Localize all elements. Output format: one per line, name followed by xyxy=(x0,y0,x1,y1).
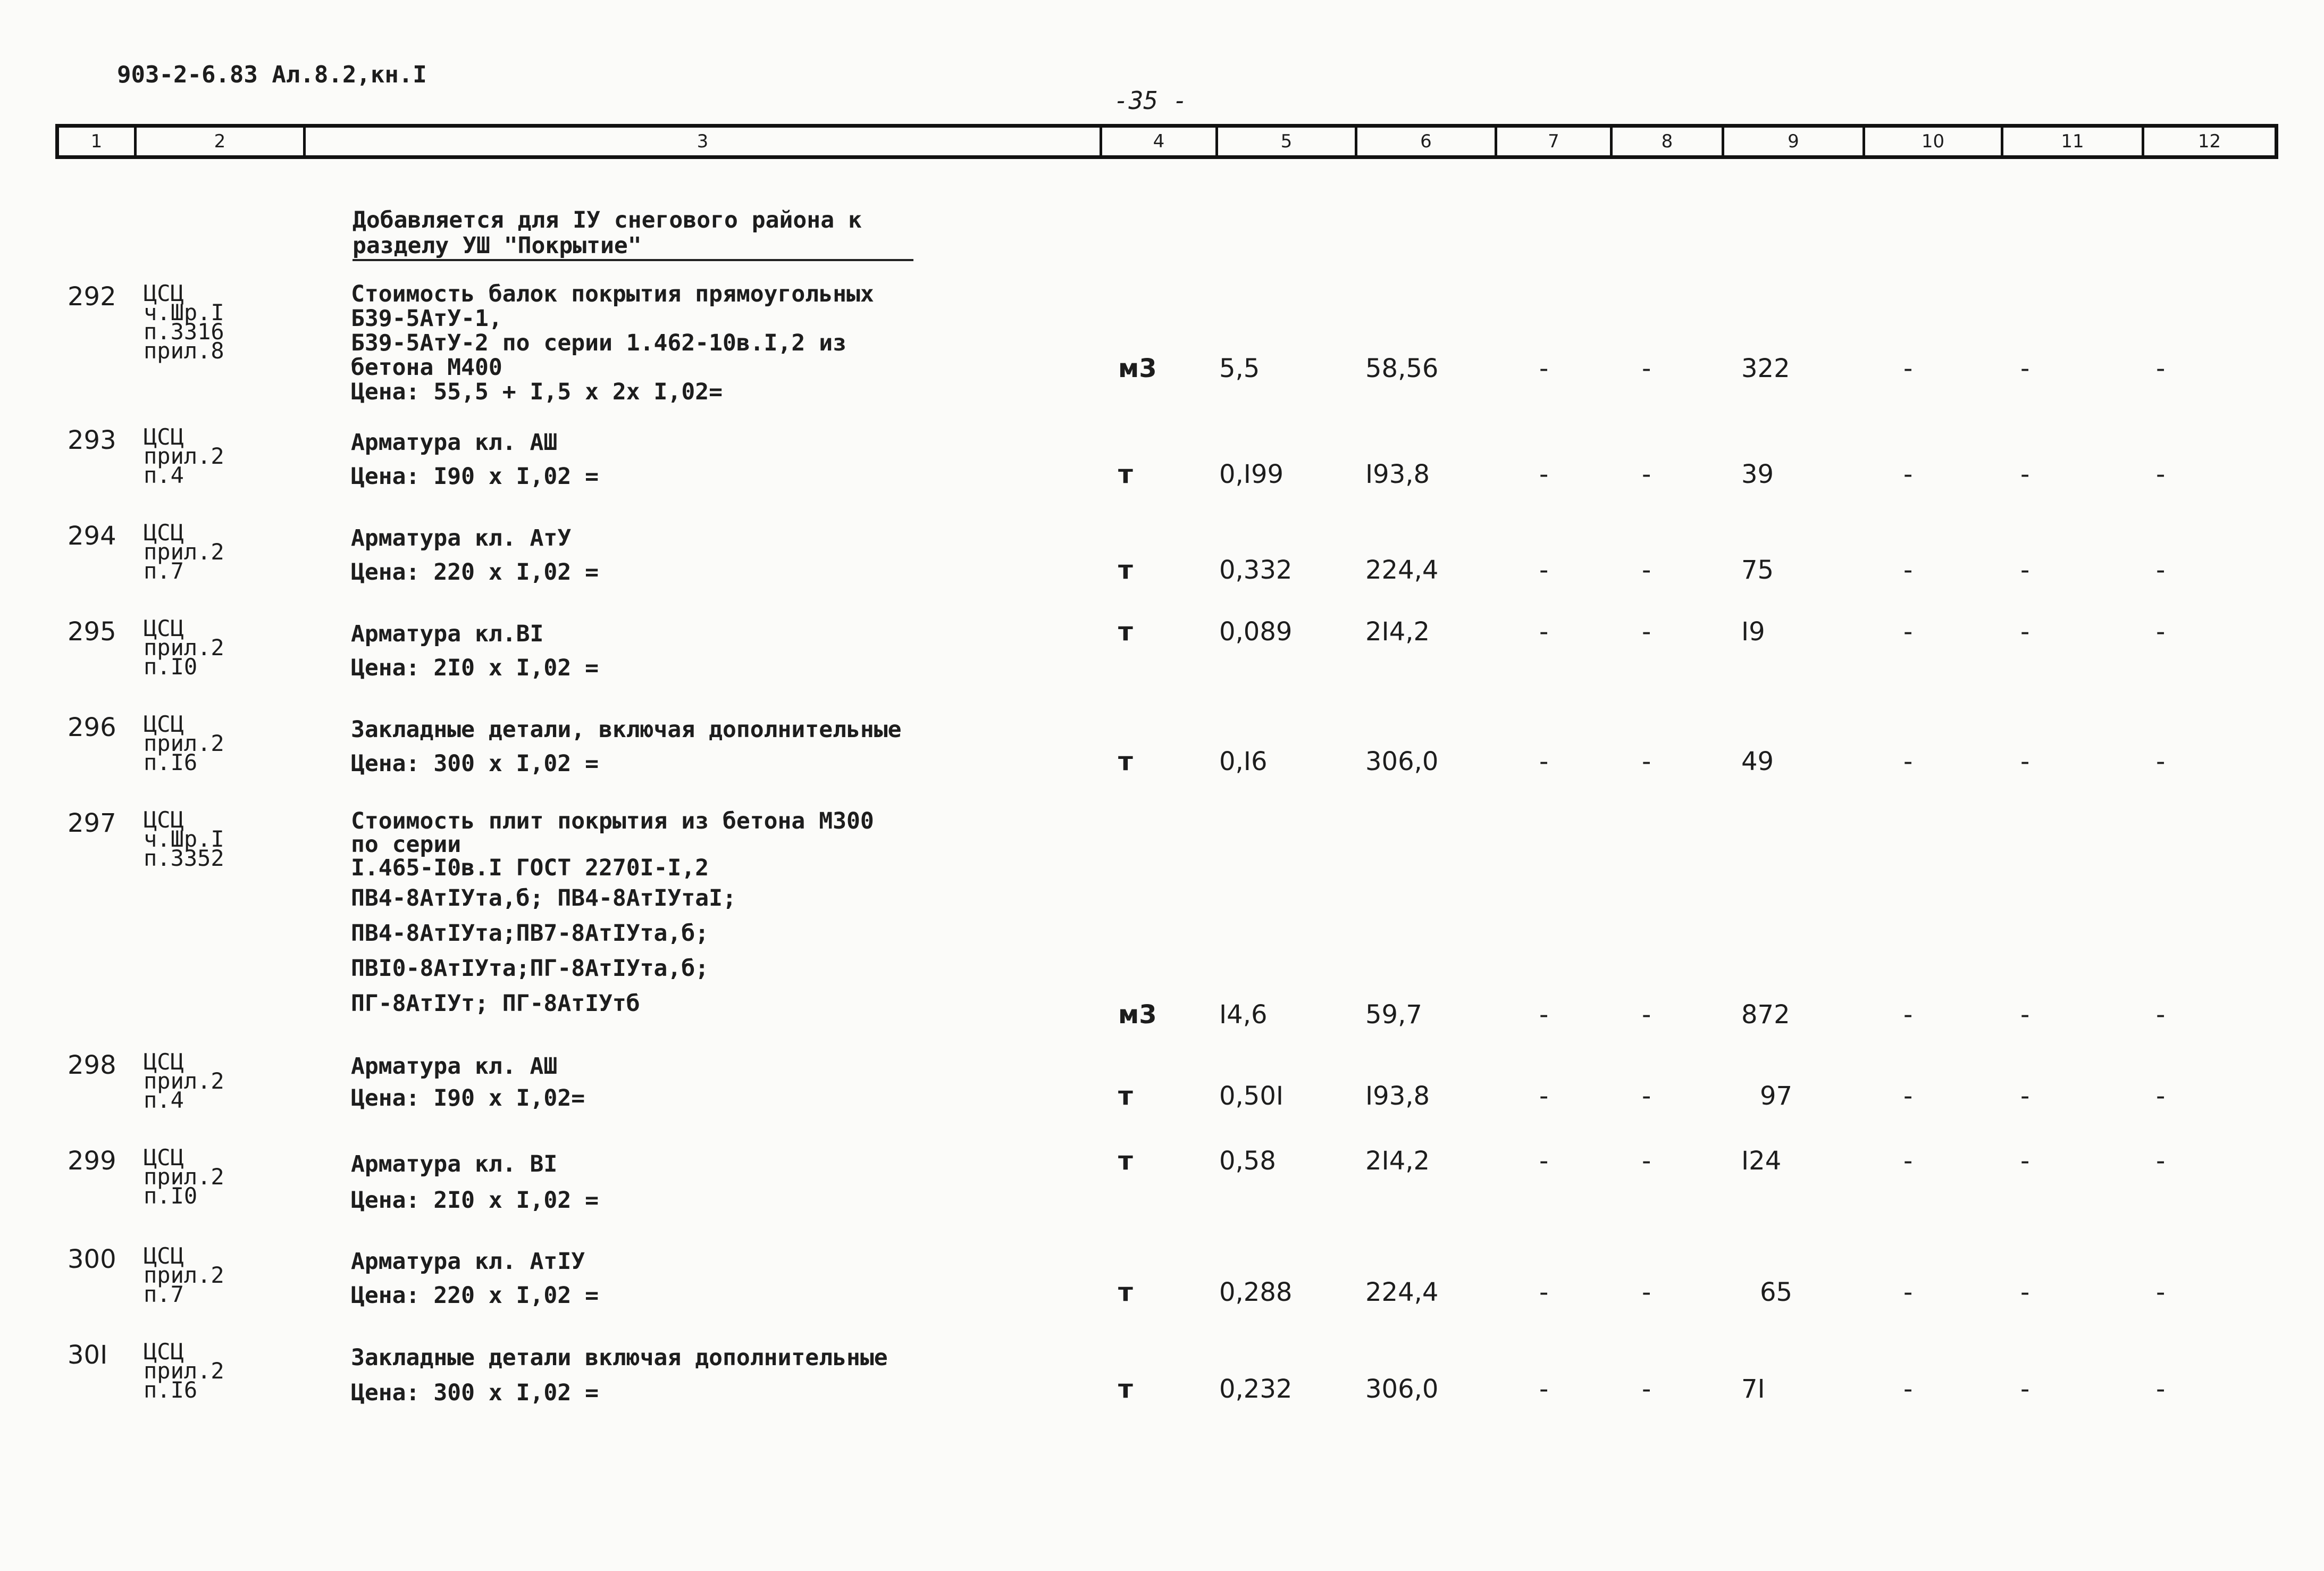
ref-line: ЦСЦ xyxy=(144,520,184,546)
col11-cell: - xyxy=(2020,555,2030,585)
ref-line: ЦСЦ xyxy=(144,1339,184,1365)
desc-line: Закладные детали включая дополнительные xyxy=(351,1344,888,1371)
col8-cell: - xyxy=(1642,1277,1651,1307)
col-header-1: 1 xyxy=(59,128,137,155)
ref-line: п.I6 xyxy=(144,749,198,775)
desc-line: Цена: 55,5 + I,5 x 2x I,02= xyxy=(351,379,723,405)
row-number: 295 xyxy=(68,617,116,647)
desc-line: Закладные детали, включая дополнительные xyxy=(351,716,902,743)
price-reference xyxy=(144,1339,224,1403)
unit-cell: т xyxy=(1118,1374,1133,1404)
ref-line: п.7 xyxy=(144,558,184,584)
col12-cell: - xyxy=(2156,1146,2166,1176)
col11-cell: - xyxy=(2020,1081,2030,1111)
col7-cell: - xyxy=(1539,1146,1549,1176)
col-header-4: 4 xyxy=(1102,128,1218,155)
ref-line: ЦСЦ xyxy=(144,1243,184,1269)
section-title xyxy=(353,207,862,258)
unit-price-cell: 306,0 xyxy=(1365,1374,1439,1404)
unit-price-cell: 224,4 xyxy=(1365,1277,1439,1307)
col11-cell: - xyxy=(2020,1277,2030,1307)
price-reference xyxy=(144,807,224,871)
ref-line: ЦСЦ xyxy=(144,807,184,833)
col11-cell: - xyxy=(2020,1374,2030,1404)
desc-line: ПГ-8АтIУт; ПГ-8АтIУтб xyxy=(351,990,640,1017)
unit-cell: м3 xyxy=(1118,1000,1157,1030)
col10-cell: - xyxy=(1903,1277,1913,1307)
item-description xyxy=(351,1340,888,1410)
row-number: 296 xyxy=(68,713,116,742)
item-description xyxy=(351,1244,599,1313)
ref-line: п.4 xyxy=(144,1087,184,1113)
unit-cell: т xyxy=(1118,1146,1133,1176)
quantity-cell: 0,I99 xyxy=(1219,459,1284,489)
desc-line: Цена: 2I0 x I,02 = xyxy=(351,655,599,681)
total-cell: 872 xyxy=(1741,1000,1790,1030)
col11-cell: - xyxy=(2020,747,2030,776)
col11-cell: - xyxy=(2020,1000,2030,1030)
ref-line: ЦСЦ xyxy=(144,1049,184,1075)
ref-line: ЦСЦ xyxy=(144,1144,184,1171)
desc-line: Арматура кл. АШ xyxy=(351,429,558,456)
col10-cell: - xyxy=(1903,1146,1913,1176)
col10-cell: - xyxy=(1903,1081,1913,1111)
row-number: 299 xyxy=(68,1146,116,1176)
col7-cell: - xyxy=(1539,1374,1549,1404)
col7-cell: - xyxy=(1539,747,1549,776)
total-cell: 65 xyxy=(1760,1277,1793,1307)
quantity-cell: 0,332 xyxy=(1219,555,1293,585)
item-description xyxy=(351,282,874,404)
col8-cell: - xyxy=(1642,1374,1651,1404)
col7-cell: - xyxy=(1539,617,1549,647)
desc-line: бетона М400 xyxy=(351,354,502,381)
item-description xyxy=(351,1050,585,1114)
col7-cell: - xyxy=(1539,459,1549,489)
section-title-line-1: Добавляется для IУ снегового района к xyxy=(353,207,862,233)
desc-line: Цена: I90 x I,02= xyxy=(351,1085,585,1112)
ref-line: прил.2 xyxy=(144,1262,224,1288)
page-number: -35 - xyxy=(1114,86,1188,115)
col12-cell: - xyxy=(2156,1374,2166,1404)
ref-line: ч.Шр.I xyxy=(144,299,224,325)
col-header-6: 6 xyxy=(1357,128,1497,155)
col-header-2: 2 xyxy=(137,128,306,155)
item-description xyxy=(351,521,599,589)
row-number: 292 xyxy=(68,282,116,312)
col10-cell: - xyxy=(1903,555,1913,585)
col-header-8: 8 xyxy=(1613,128,1724,155)
col12-cell: - xyxy=(2156,617,2166,647)
item-description xyxy=(351,808,874,1021)
ref-line: прил.2 xyxy=(144,730,224,756)
col10-cell: - xyxy=(1903,354,1913,383)
ref-line: п.I6 xyxy=(144,1377,198,1403)
col11-cell: - xyxy=(2020,354,2030,383)
col-header-12: 12 xyxy=(2197,131,2221,152)
unit-cell: т xyxy=(1118,617,1133,647)
col-header-7: 7 xyxy=(1497,128,1613,155)
desc-line: Арматура кл. АтIУ xyxy=(351,1248,585,1275)
ref-line: прил.2 xyxy=(144,443,224,469)
total-cell: 75 xyxy=(1741,555,1774,585)
col12-cell: - xyxy=(2156,1000,2166,1030)
quantity-cell: 0,58 xyxy=(1219,1146,1276,1176)
col12-cell: - xyxy=(2156,354,2166,383)
desc-line: ПВ4-8АтIУта,б; ПВ4-8АтIУтаI; xyxy=(351,885,736,912)
unit-cell: т xyxy=(1118,1081,1133,1111)
col11-cell: - xyxy=(2020,617,2030,647)
col10-cell: - xyxy=(1903,617,1913,647)
desc-line: Б39-5АтУ-2 по серии 1.462-10в.I,2 из xyxy=(351,330,846,356)
row-number: 294 xyxy=(68,521,116,551)
quantity-cell: 0,I6 xyxy=(1219,747,1268,776)
unit-cell: т xyxy=(1118,747,1133,776)
unit-cell: м3 xyxy=(1118,354,1157,383)
ref-line: ЦСЦ xyxy=(144,280,184,306)
desc-line: Арматура кл.ВI xyxy=(351,621,544,647)
unit-price-cell: 306,0 xyxy=(1365,747,1439,776)
col7-cell: - xyxy=(1539,1000,1549,1030)
price-reference xyxy=(144,1049,224,1113)
quantity-cell: 0,50I xyxy=(1219,1081,1284,1111)
price-reference xyxy=(144,1144,224,1209)
price-reference xyxy=(144,280,224,364)
desc-line: Цена: I90 x I,02 = xyxy=(351,463,599,490)
price-reference xyxy=(144,711,224,775)
ref-line: ЦСЦ xyxy=(144,711,184,737)
row-number: 300 xyxy=(68,1244,116,1274)
ref-line: прил.2 xyxy=(144,539,224,565)
col-header-5: 5 xyxy=(1218,128,1357,155)
quantity-cell: I4,6 xyxy=(1219,1000,1268,1030)
ref-line: п.3352 xyxy=(144,845,224,871)
quantity-cell: 0,232 xyxy=(1219,1374,1293,1404)
col11-cell: - xyxy=(2020,459,2030,489)
total-cell: 7I xyxy=(1741,1374,1765,1404)
col10-cell: - xyxy=(1903,1000,1913,1030)
col10-cell: - xyxy=(1903,1374,1913,1404)
item-description xyxy=(351,425,599,494)
desc-line: Цена: 300 x I,02 = xyxy=(351,750,599,777)
col8-cell: - xyxy=(1642,1081,1651,1111)
item-description xyxy=(351,713,902,781)
section-title-underline xyxy=(353,259,913,261)
unit-price-cell: I93,8 xyxy=(1365,459,1430,489)
ref-line: прил.8 xyxy=(144,338,224,364)
col12-cell: - xyxy=(2156,459,2166,489)
col12-cell: - xyxy=(2156,1081,2166,1111)
col7-cell: - xyxy=(1539,354,1549,383)
row-number: 297 xyxy=(68,808,116,838)
total-cell: I9 xyxy=(1741,617,1765,647)
col8-cell: - xyxy=(1642,459,1651,489)
col8-cell: - xyxy=(1642,1146,1651,1176)
col10-cell: - xyxy=(1903,747,1913,776)
price-reference xyxy=(144,615,224,680)
column-header-row xyxy=(55,124,2278,159)
desc-line: Цена: 300 x I,02 = xyxy=(351,1380,599,1406)
col7-cell: - xyxy=(1539,555,1549,585)
ref-line: ЦСЦ xyxy=(144,615,184,641)
ref-line: прил.2 xyxy=(144,634,224,661)
item-description xyxy=(351,1146,599,1218)
total-cell: 97 xyxy=(1760,1081,1793,1111)
ref-line: прил.2 xyxy=(144,1164,224,1190)
ref-line: прил.2 xyxy=(144,1068,224,1094)
col-header-3: 3 xyxy=(306,128,1102,155)
unit-price-cell: 2I4,2 xyxy=(1365,617,1430,647)
unit-cell: т xyxy=(1118,555,1133,585)
unit-price-cell: 58,56 xyxy=(1365,354,1439,383)
col12-cell: - xyxy=(2156,747,2166,776)
col12-cell: - xyxy=(2156,1277,2166,1307)
col8-cell: - xyxy=(1642,747,1651,776)
row-number: 293 xyxy=(68,425,116,455)
ref-line: прил.2 xyxy=(144,1358,224,1384)
col-header-9: 9 xyxy=(1724,128,1865,155)
item-description xyxy=(351,617,599,685)
col7-cell: - xyxy=(1539,1277,1549,1307)
desc-line: Арматура кл. АШ xyxy=(351,1053,558,1080)
ref-line: п.4 xyxy=(144,462,184,488)
col7-cell: - xyxy=(1539,1081,1549,1111)
unit-price-cell: 224,4 xyxy=(1365,555,1439,585)
desc-line: I.465-I0в.I ГОСТ 2270I-I,2 xyxy=(351,855,709,881)
unit-cell: т xyxy=(1118,1277,1133,1307)
total-cell: I24 xyxy=(1741,1146,1782,1176)
ref-line: п.3316 xyxy=(144,319,224,345)
total-cell: 39 xyxy=(1741,459,1774,489)
price-reference xyxy=(144,520,224,584)
col8-cell: - xyxy=(1642,1000,1651,1030)
col-header-10: 10 xyxy=(1865,128,2003,155)
ref-line: ЦСЦ xyxy=(144,424,184,450)
desc-line: ПВI0-8АтIУта;ПГ-8АтIУта,б; xyxy=(351,955,709,982)
desc-line: Цена: 220 x I,02 = xyxy=(351,1282,599,1309)
total-cell: 49 xyxy=(1741,747,1774,776)
ref-line: п.I0 xyxy=(144,1183,198,1209)
col11-cell: - xyxy=(2020,1146,2030,1176)
ref-line: п.7 xyxy=(144,1281,184,1307)
col12-cell: - xyxy=(2156,555,2166,585)
ref-line: п.I0 xyxy=(144,654,198,680)
col8-cell: - xyxy=(1642,617,1651,647)
desc-line: Арматура кл. АтУ xyxy=(351,525,572,551)
row-number: 298 xyxy=(68,1050,116,1080)
ref-line: ч.Шр.I xyxy=(144,826,224,852)
unit-price-cell: I93,8 xyxy=(1365,1081,1430,1111)
quantity-cell: 5,5 xyxy=(1219,354,1260,383)
desc-line: Б39-5АтУ-1, xyxy=(351,305,502,332)
total-cell: 322 xyxy=(1741,354,1790,383)
quantity-cell: 0,089 xyxy=(1219,617,1293,647)
desc-line: Арматура кл. ВI xyxy=(351,1151,558,1177)
col8-cell: - xyxy=(1642,354,1651,383)
col-header-11: 11 xyxy=(2003,128,2144,155)
desc-line: Цена: 2I0 x I,02 = xyxy=(351,1187,599,1214)
section-title-line-2: разделу УШ "Покрытие" xyxy=(353,232,642,259)
col8-cell: - xyxy=(1642,555,1651,585)
desc-line: по серии xyxy=(351,831,462,858)
desc-line: Стоимость плит покрытия из бетона М300 xyxy=(351,808,874,834)
row-number: 30I xyxy=(68,1340,108,1370)
document-code: 903-2-6.83 Ал.8.2,кн.I xyxy=(117,61,427,88)
unit-cell: т xyxy=(1118,459,1133,489)
price-reference xyxy=(144,424,224,488)
quantity-cell: 0,288 xyxy=(1219,1277,1293,1307)
price-reference xyxy=(144,1243,224,1307)
desc-line: ПВ4-8АтIУта;ПВ7-8АтIУта,б; xyxy=(351,920,709,947)
unit-price-cell: 2I4,2 xyxy=(1365,1146,1430,1176)
desc-line: Цена: 220 x I,02 = xyxy=(351,559,599,586)
col10-cell: - xyxy=(1903,459,1913,489)
desc-line: Стоимость балок покрытия прямоугольных xyxy=(351,281,874,307)
unit-price-cell: 59,7 xyxy=(1365,1000,1422,1030)
